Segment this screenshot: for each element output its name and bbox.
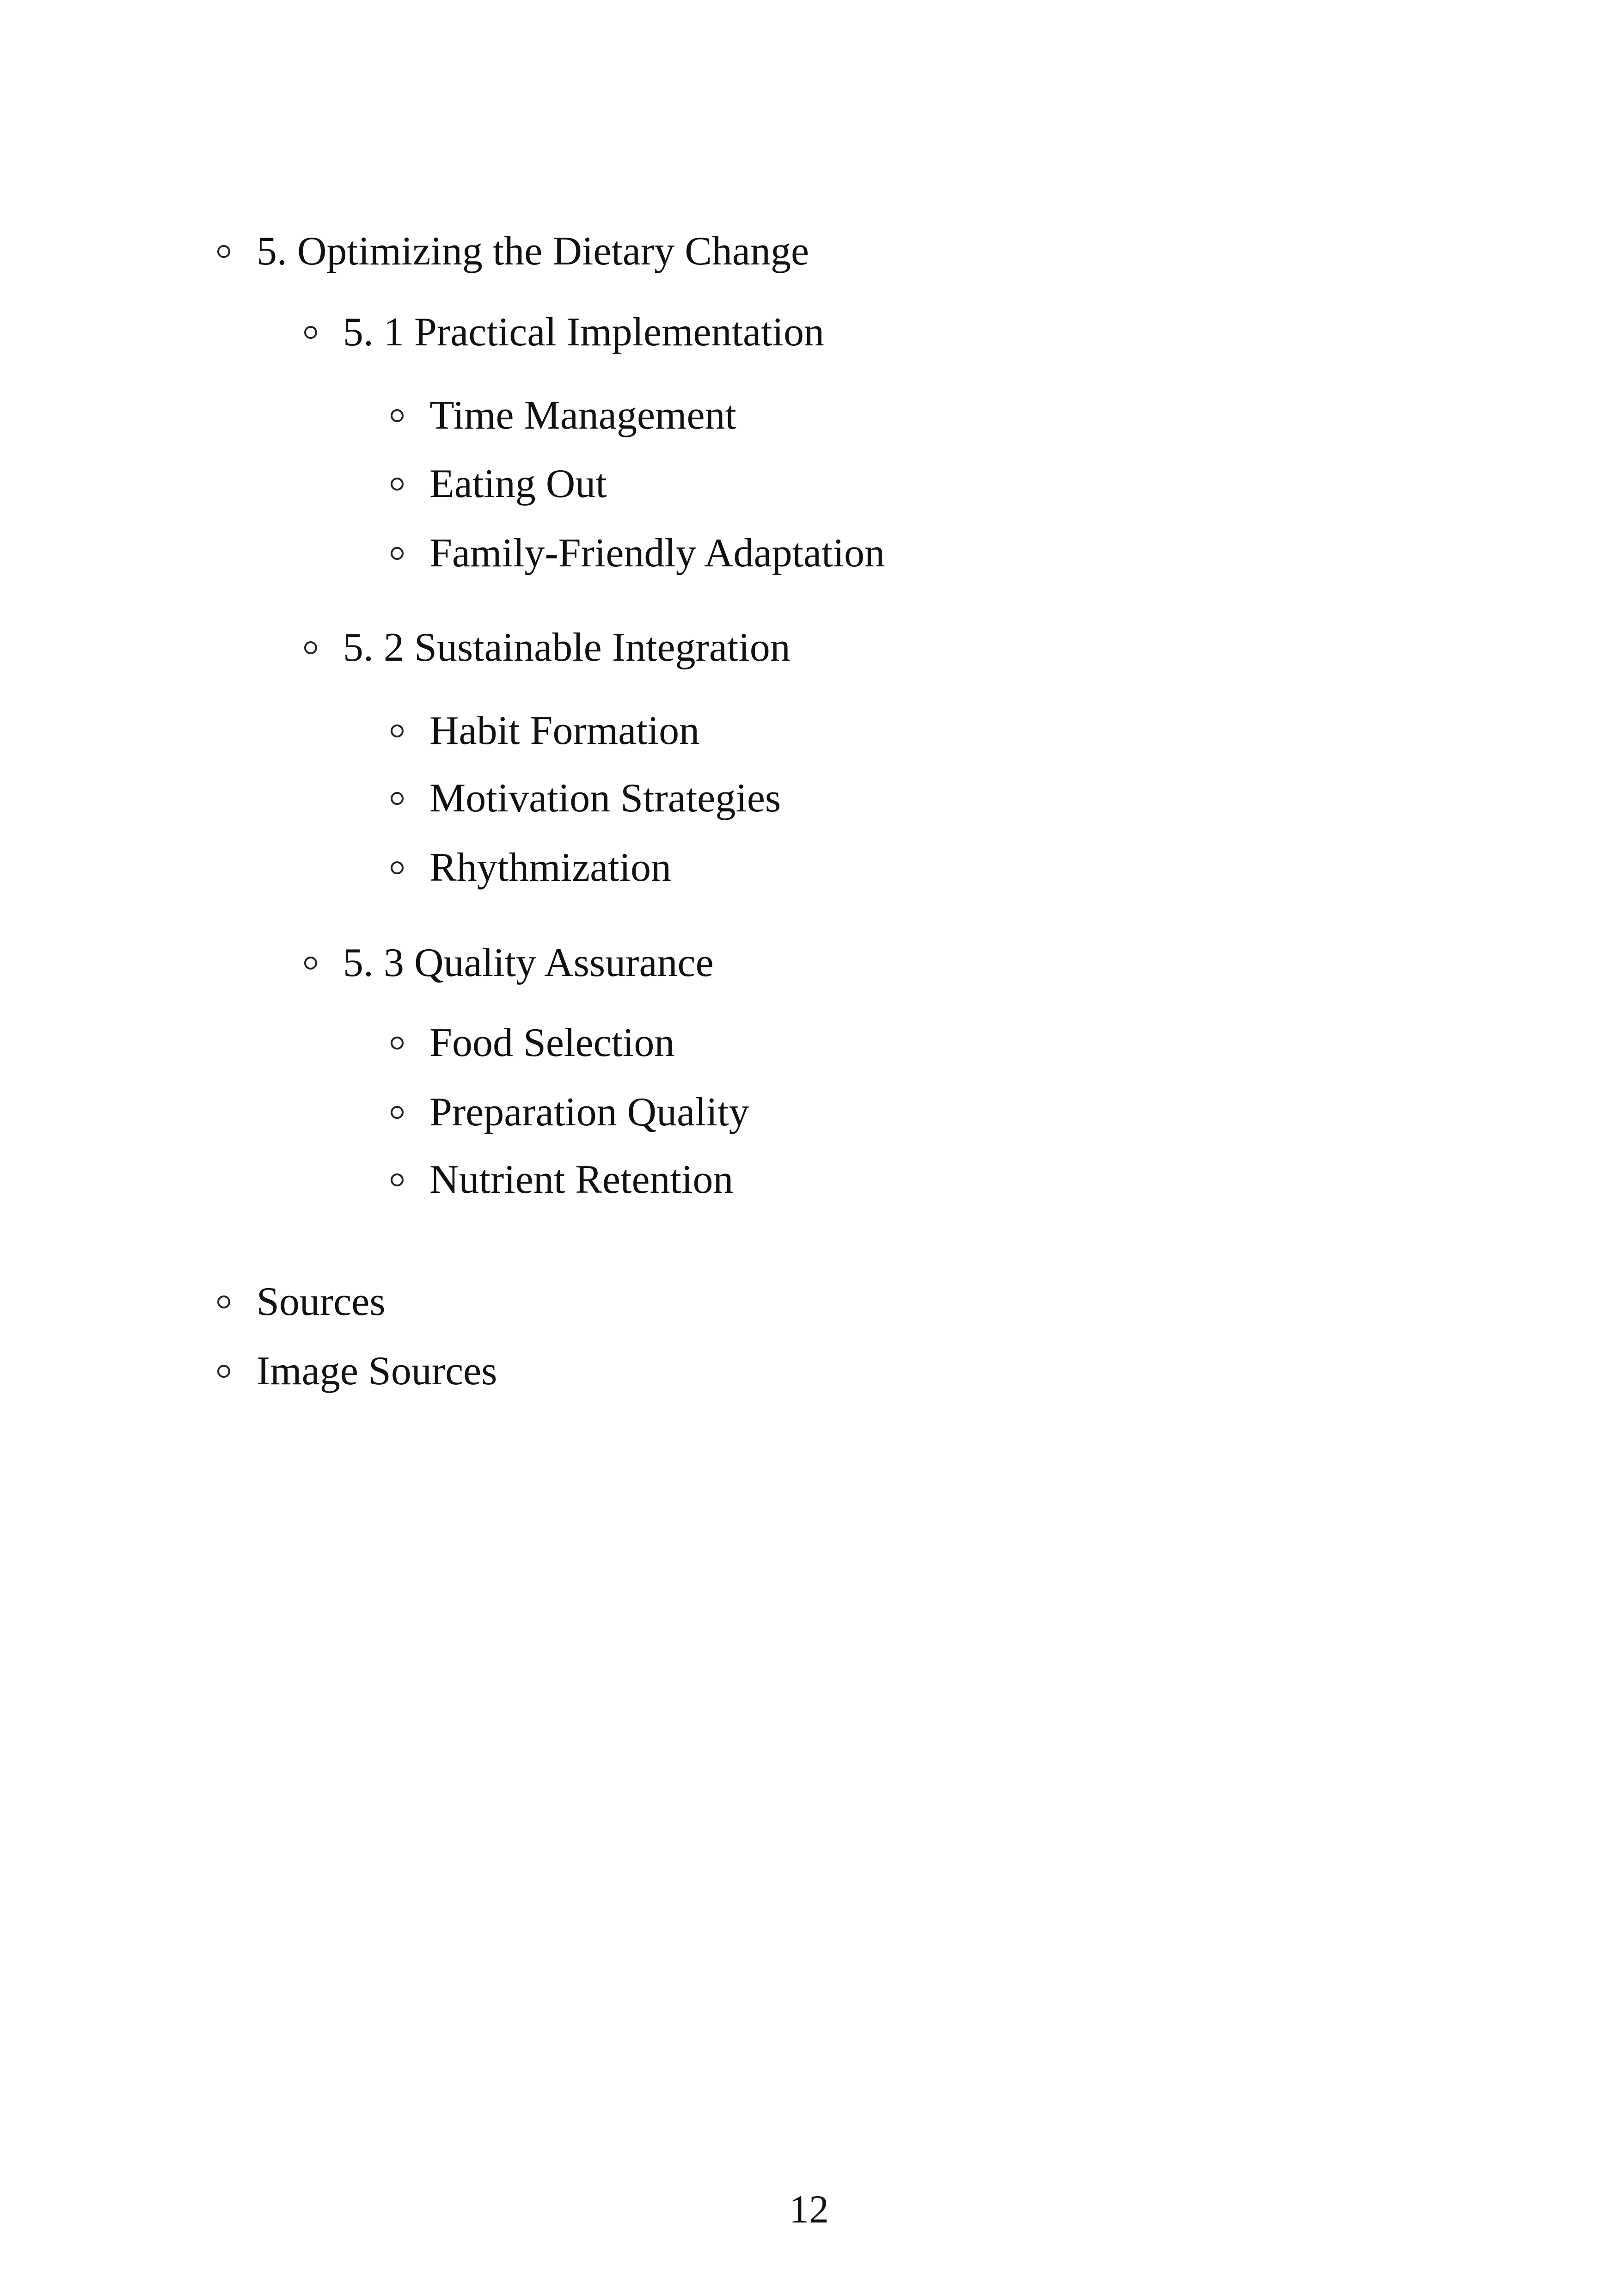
hollow-circle-bullet-icon [391,792,404,805]
hollow-circle-bullet-icon [391,861,404,874]
hollow-circle-bullet-icon [391,547,404,560]
toc-entry-label: 5. 2 Sustainable Integration [343,625,791,670]
hollow-circle-bullet-icon [217,245,230,258]
hollow-circle-bullet-icon [391,478,404,491]
toc-entry-label: Sources [257,1279,386,1324]
hollow-circle-bullet-icon [391,1106,404,1119]
toc-entry-label: 5. 3 Quality Assurance [343,940,714,985]
hollow-circle-bullet-icon [391,409,404,422]
toc-entry-label: Motivation Strategies [429,776,781,821]
toc-entry-label: Time Management [429,393,736,438]
toc-entry-label: Habit Formation [429,708,700,753]
toc-entry-label: 5. 1 Practical Implementation [343,310,825,355]
hollow-circle-bullet-icon [391,724,404,737]
toc-entry-label: Image Sources [257,1349,497,1394]
toc-entry-label: 5. Optimizing the Dietary Change [257,229,809,274]
toc-entry-label: Rhythmization [429,845,672,890]
toc-entry-label: Preparation Quality [429,1090,749,1135]
toc-entry-label: Food Selection [429,1020,675,1065]
page-number: 12 [789,2187,829,2231]
hollow-circle-bullet-icon [217,1365,230,1378]
toc-entry-label: Eating Out [429,461,607,506]
hollow-circle-bullet-icon [217,1295,230,1308]
toc-entry-label: Nutrient Retention [429,1157,734,1202]
hollow-circle-bullet-icon [391,1173,404,1186]
hollow-circle-bullet-icon [391,1037,404,1050]
hollow-circle-bullet-icon [304,641,317,654]
hollow-circle-bullet-icon [304,957,317,970]
hollow-circle-bullet-icon [304,326,317,339]
toc-entry-label: Family-Friendly Adaptation [429,531,885,576]
